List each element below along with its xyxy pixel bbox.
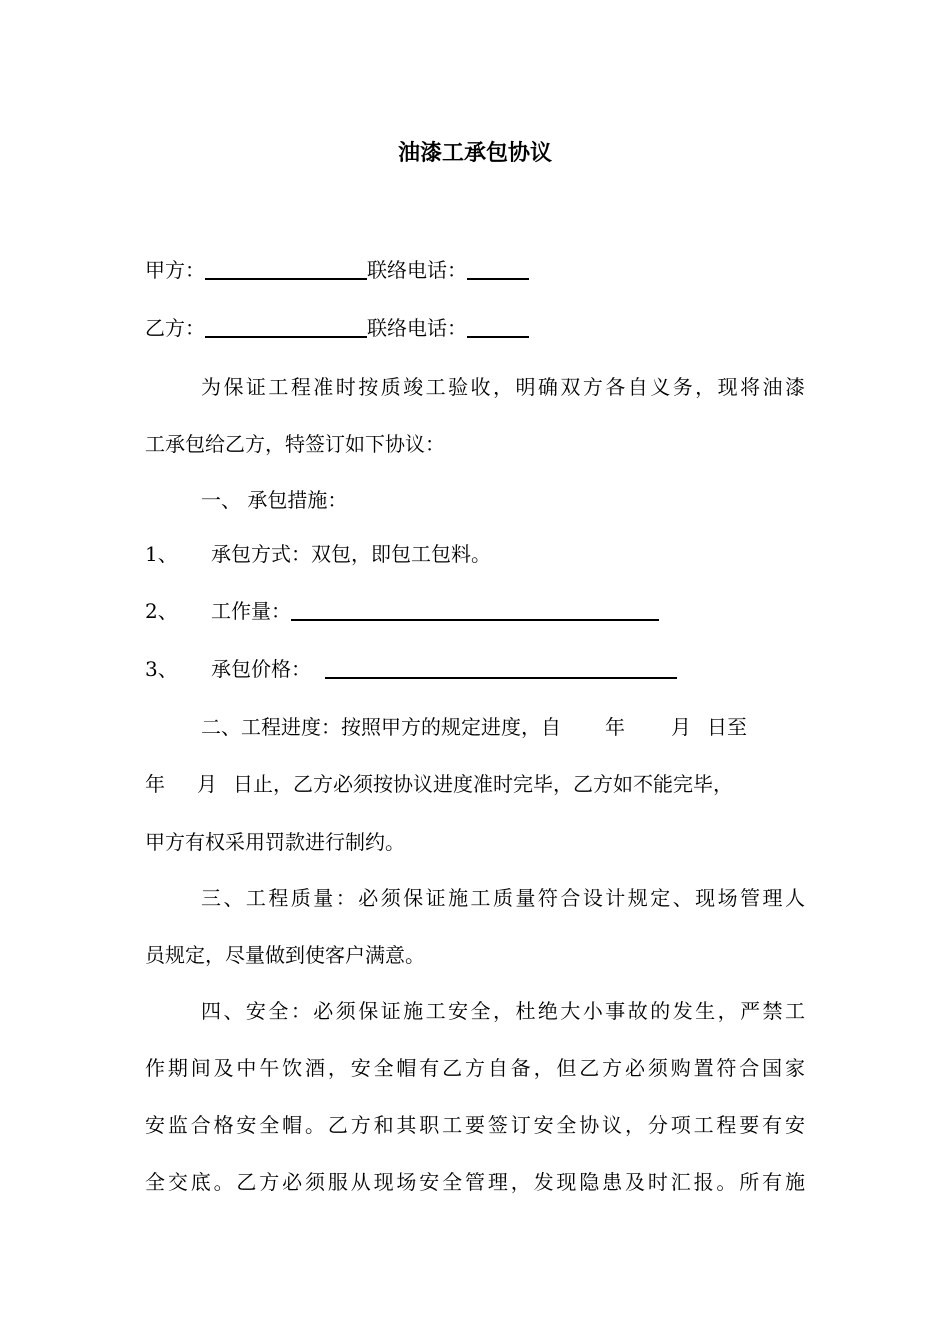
- section-1-item-2: [145, 599, 659, 623]
- section-1-heading: 一、 承包措施：: [201, 488, 348, 512]
- intro-line-1: 为保证工程准时按质竣工验收，明确双方各自义务，现将油漆: [201, 375, 805, 399]
- section-4-line-3: 安监合格安全帽。乙方和其职工要签订安全协议，分项工程要有安: [145, 1113, 805, 1137]
- party-b-phone-blank[interactable]: [467, 316, 529, 338]
- section-4-line-1: 四、安全：必须保证施工安全，杜绝大小事故的发生，严禁工: [201, 999, 805, 1023]
- party-b-name-blank[interactable]: [205, 316, 367, 338]
- item-text: 承包价格：: [211, 657, 311, 681]
- price-blank[interactable]: [325, 657, 677, 679]
- party-a-phone-label: 联络电话：: [367, 258, 467, 282]
- section-4-line-4: 全交底。乙方必须服从现场安全管理，发现隐患及时汇报。所有施: [145, 1170, 805, 1194]
- item-number: 3、: [145, 657, 178, 681]
- party-a-label: 甲方：: [145, 258, 205, 282]
- item-number: 2、: [145, 599, 178, 623]
- party-b-phone-label: 联络电话：: [367, 316, 467, 340]
- party-a-phone-blank[interactable]: [467, 258, 529, 280]
- section-3-line-2: 员规定，尽量做到使客户满意。: [145, 943, 425, 967]
- section-3-line-1: 三、工程质量：必须保证施工质量符合设计规定、现场管理人: [201, 886, 805, 910]
- document-title: 油漆工承包协议: [397, 140, 552, 166]
- end-year-label: 年: [145, 772, 165, 796]
- section-2-line-3: 甲方有权采用罚款进行制约。: [145, 830, 405, 854]
- section-2-line-1: [201, 715, 747, 739]
- party-a-line: [145, 258, 529, 282]
- start-year-label: 年: [605, 715, 625, 739]
- workload-blank[interactable]: [291, 599, 659, 621]
- item-text: 工作量：: [211, 599, 291, 623]
- intro-line-2: 工承包给乙方，特签订如下协议：: [145, 432, 445, 456]
- section-4-line-2: 作期间及中午饮酒，安全帽有乙方自备，但乙方必须购置符合国家: [145, 1056, 805, 1080]
- section-2-line-2: [145, 772, 733, 796]
- party-b-label: 乙方：: [145, 316, 205, 340]
- start-day-label: 日至: [707, 715, 747, 739]
- item-number: 1、: [145, 542, 178, 566]
- start-month-label: 月: [671, 715, 691, 739]
- party-a-name-blank[interactable]: [205, 258, 367, 280]
- section-1-item-3: [145, 657, 677, 681]
- item-text: 承包方式：双包，即包工包料。: [211, 542, 491, 566]
- section-2-text: 日止，乙方必须按协议进度准时完毕，乙方如不能完毕，: [233, 772, 733, 796]
- end-month-label: 月: [197, 772, 217, 796]
- section-2-text: 二、工程进度：按照甲方的规定进度，自: [201, 715, 561, 739]
- party-b-line: [145, 316, 529, 340]
- section-1-item-1: [145, 542, 491, 566]
